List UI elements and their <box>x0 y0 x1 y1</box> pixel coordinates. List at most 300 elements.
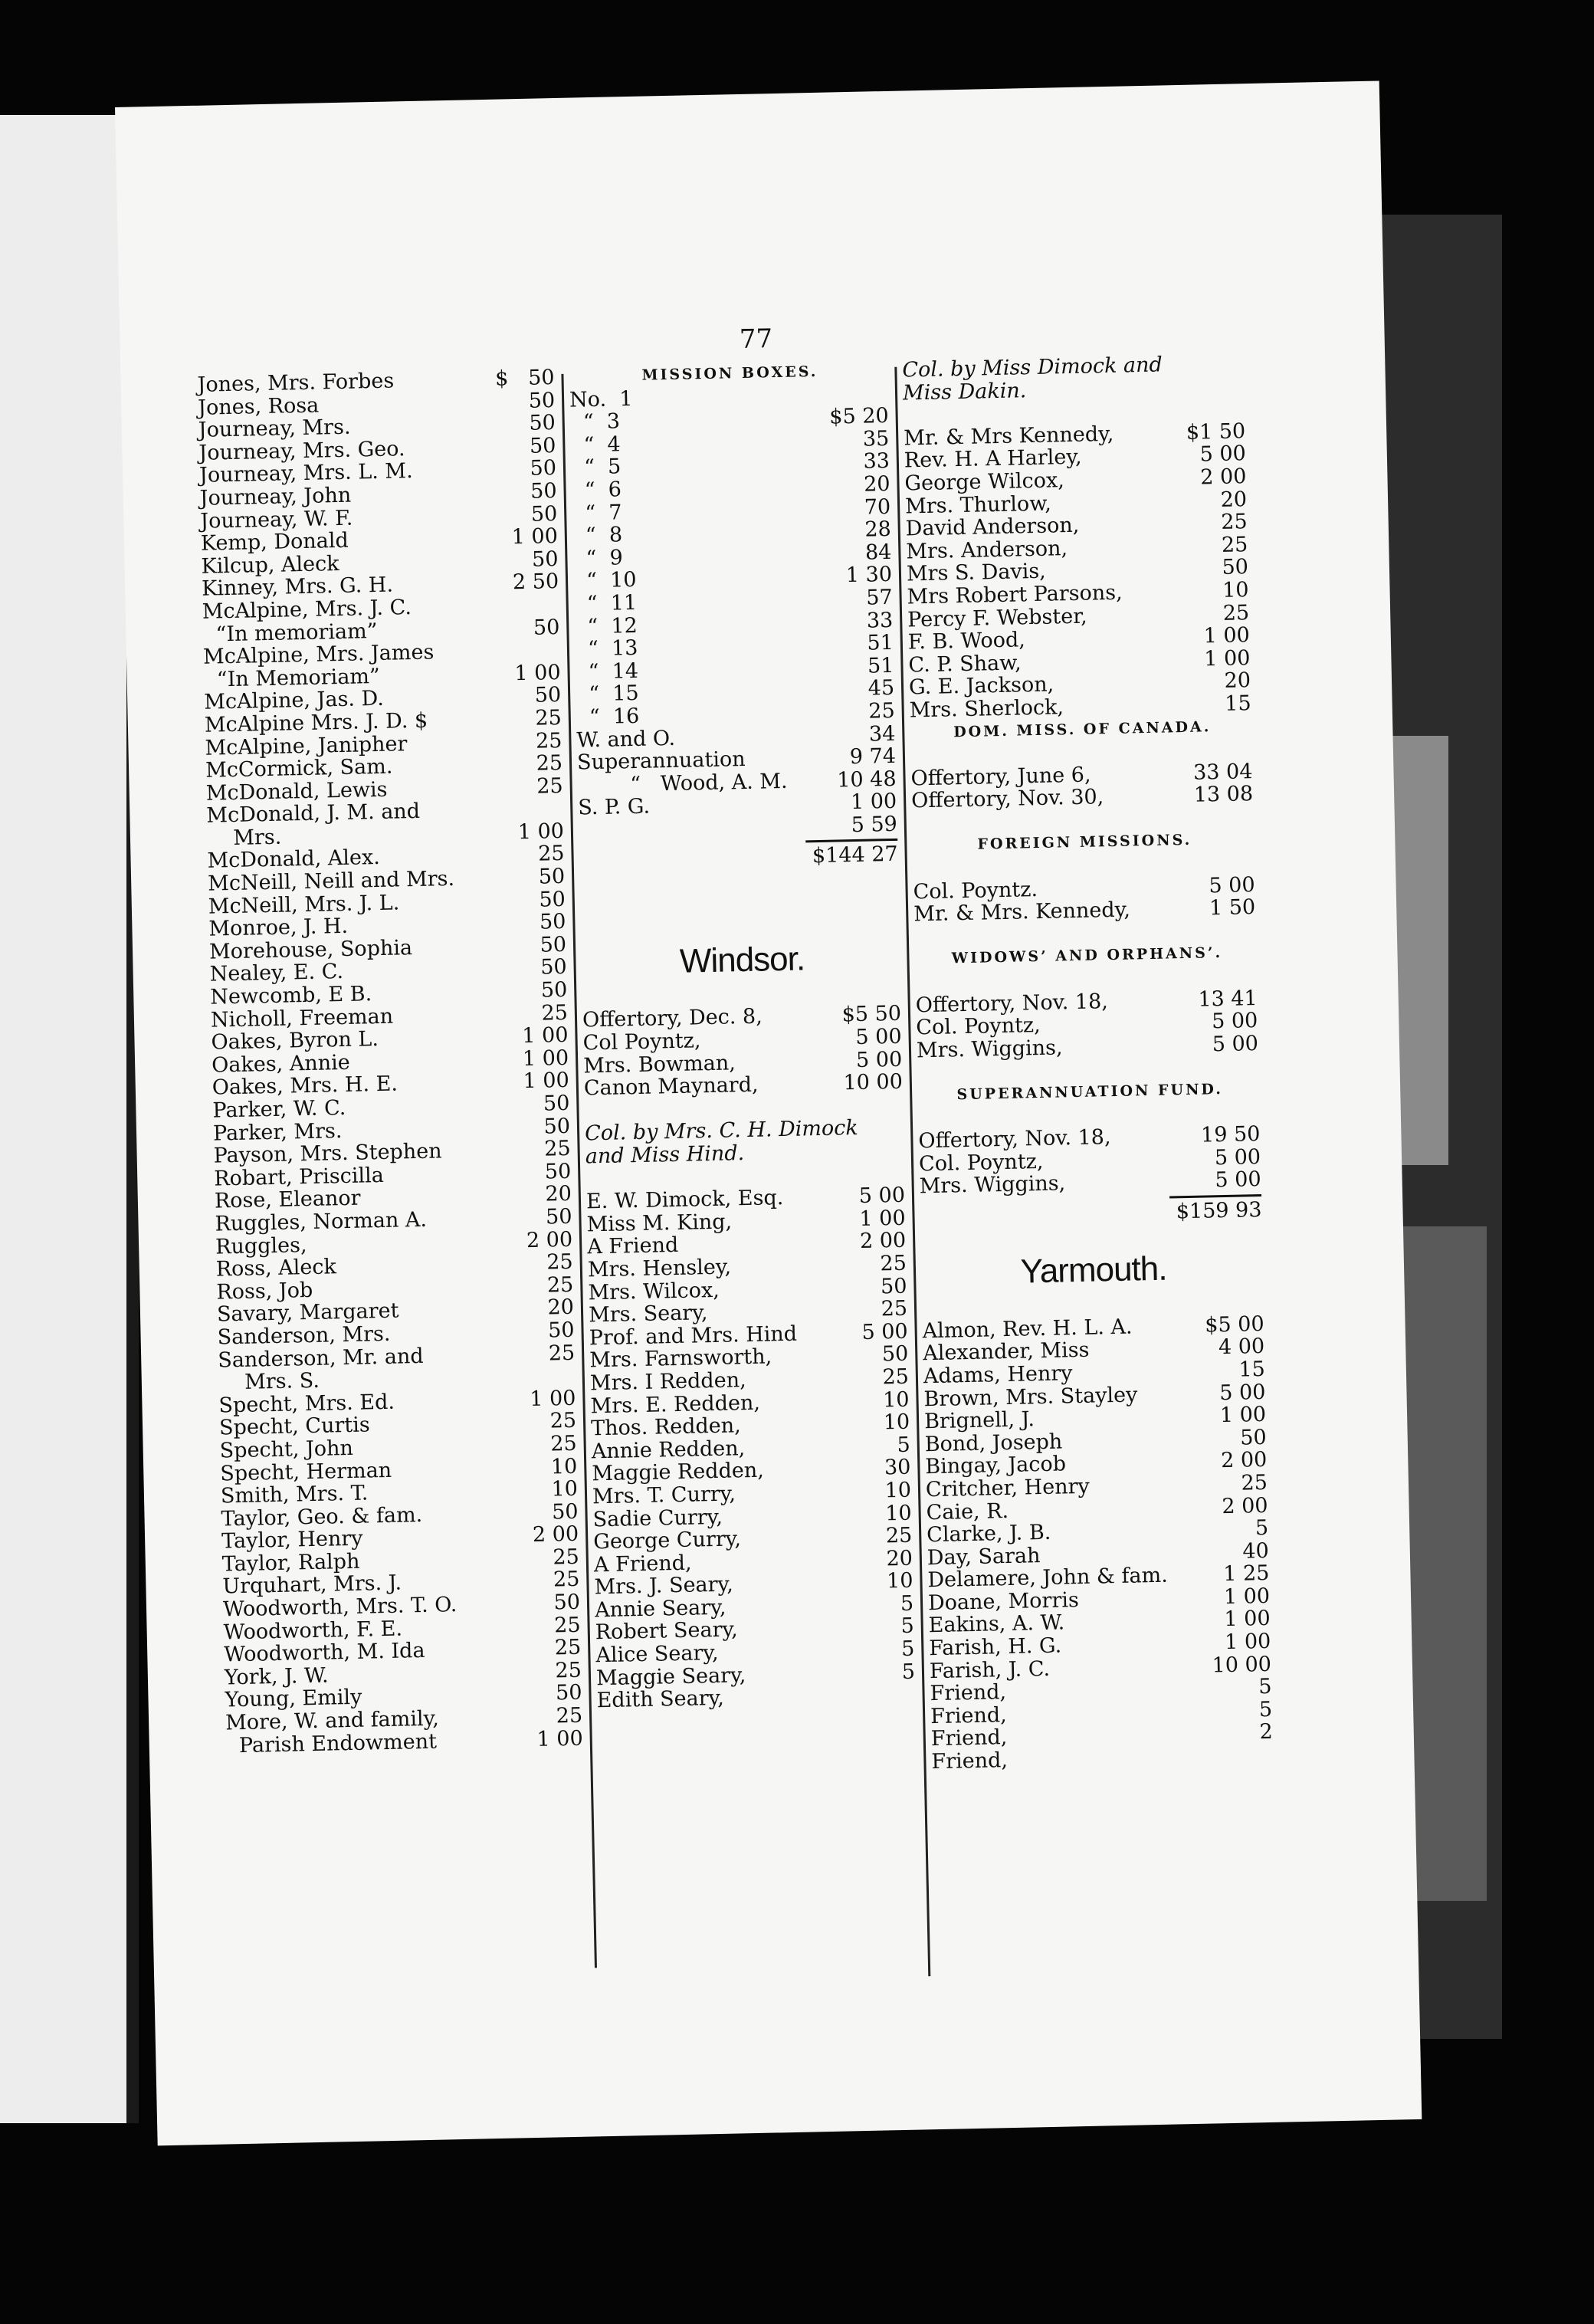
donor-name: Mr. & Mrs Kennedy, <box>903 422 1114 451</box>
amount: 50 <box>547 1318 575 1343</box>
section-heading: Miss Dakin. <box>902 378 1027 405</box>
amount: 1 00 <box>1203 623 1251 648</box>
amount: 25 <box>548 1341 576 1366</box>
donor-name: Mrs. T. Curry, <box>592 1482 736 1509</box>
donor-name: Nealey, E. C. <box>209 960 344 987</box>
amount: 45 <box>868 676 895 701</box>
donor-name: Offertory, Nov. 18, <box>918 1125 1111 1154</box>
amount: 50 <box>543 1114 571 1139</box>
amount: 50 <box>544 1159 572 1184</box>
left-facing-page <box>0 115 138 2123</box>
donor-name: Offertory, Dec. 8, <box>582 1005 763 1032</box>
amount: 15 <box>1224 691 1251 716</box>
donor-name: Offertory, Nov. 30, <box>910 785 1104 813</box>
amount: 33 <box>866 608 894 633</box>
donor-name: “In Memoriam” <box>203 664 381 692</box>
donor-name: Parker, W. C. <box>212 1095 346 1123</box>
donor-name: “ 9 <box>572 546 624 571</box>
amount: 25 <box>1220 510 1248 535</box>
donor-name: E. W. Dimock, Esq. <box>585 1186 784 1214</box>
amount: 25 <box>555 1658 582 1683</box>
donor-name: Journeay, Mrs. <box>198 415 351 442</box>
section-heading: WIDOWS’ AND ORPHANS’. <box>951 944 1223 967</box>
amount: 50 <box>551 1499 579 1525</box>
donor-name: Miss M. King, <box>586 1210 733 1237</box>
donor-name: Mrs S. Davis, <box>906 560 1047 586</box>
donor-name: “ 15 <box>575 681 639 707</box>
amount: 50 <box>1222 555 1249 580</box>
donor-name: Woodworth, M. Ida <box>223 1639 425 1667</box>
donor-name: “ 6 <box>571 478 622 503</box>
amount: 1 00 <box>1223 1584 1271 1609</box>
amount: 1 00 <box>1224 1629 1271 1655</box>
amount: 1 00 <box>1219 1403 1267 1428</box>
amount: 5 00 <box>1214 1144 1261 1170</box>
amount: 50 <box>540 932 567 957</box>
amount: 5 00 <box>1209 872 1255 898</box>
donor-name: F. B. Wood, <box>907 628 1026 655</box>
donor-name: Delamere, John & fam. <box>927 1563 1169 1593</box>
amount: 25 <box>546 1249 574 1275</box>
amount: 1 25 <box>1222 1561 1270 1587</box>
donor-name: Annie Seary, <box>594 1595 726 1623</box>
donor-name: Taylor, Henry <box>221 1526 363 1554</box>
donor-name: Oakes, Annie <box>211 1050 350 1078</box>
amount: 25 <box>880 1251 907 1276</box>
amount: 5 00 <box>1212 1031 1259 1057</box>
amount: 10 <box>884 1501 912 1525</box>
donor-name: Rose, Eleanor <box>214 1186 361 1213</box>
amount: 1 50 <box>1209 895 1256 921</box>
amount: $144 27 <box>812 842 898 868</box>
amount: 5 00 <box>1211 1009 1258 1034</box>
donor-name: “ 16 <box>576 704 640 730</box>
donor-name: McAlpine, Janipher <box>205 731 408 760</box>
amount: 1 00 <box>859 1206 906 1231</box>
donor-name: Jones, Rosa <box>197 393 320 420</box>
donor-name: Mrs. Sherlock, <box>909 695 1064 723</box>
donor-name: Ross, Aleck <box>215 1255 337 1282</box>
donor-name: C. P. Shaw, <box>908 651 1022 678</box>
amount: 5 <box>1258 1675 1272 1699</box>
donor-name: “ 8 <box>572 523 623 548</box>
donor-name: G. E. Jackson, <box>908 672 1054 700</box>
section-heading: and Miss Hind. <box>585 1141 745 1169</box>
amount: 25 <box>536 773 563 799</box>
amount: 50 <box>543 1091 570 1116</box>
amount: 50 <box>545 1204 572 1229</box>
donor-name: “In memoriam” <box>202 619 378 647</box>
donor-name: Ruggles, Norman A. <box>215 1207 428 1236</box>
amount: 50 <box>880 1274 907 1298</box>
amount: 50 <box>530 479 557 504</box>
ledger-row <box>596 1683 919 1712</box>
donor-name: Mrs. Farnsworth, <box>589 1344 772 1373</box>
donor-name: Taylor, Geo. & fam. <box>221 1502 423 1531</box>
donor-name: McDonald, J. M. and <box>206 799 421 828</box>
amount: 4 00 <box>1218 1334 1265 1360</box>
column-parish-list <box>197 366 586 1758</box>
amount: 1 00 <box>522 1045 569 1071</box>
donor-name: Mrs. Wiggins, <box>919 1171 1066 1199</box>
amount: 50 <box>530 456 557 481</box>
amount: 50 <box>530 501 558 527</box>
amount: 2 00 <box>1199 464 1247 490</box>
section-heading: Col. by Miss Dimock and <box>902 353 1163 382</box>
donor-name: Journeay, Mrs. L. M. <box>198 459 413 488</box>
donor-name: Journeay, John <box>199 483 352 510</box>
donor-name: No. 1 <box>569 386 633 412</box>
donor-name: Farish, H. G. <box>929 1633 1062 1661</box>
amount: 9 74 <box>849 743 897 770</box>
amount: 20 <box>545 1182 572 1206</box>
amount: 5 00 <box>855 1047 903 1072</box>
amount: 5 <box>901 1659 916 1684</box>
amount: 5 <box>897 1433 911 1457</box>
amount: 25 <box>868 698 896 724</box>
amount: 20 <box>1220 487 1248 512</box>
amount: 50 <box>529 433 556 458</box>
amount: 50 <box>529 411 556 435</box>
donor-name: McAlpine Mrs. J. D. $ <box>204 708 428 737</box>
donor-name: Kinney, Mrs. G. H. <box>201 573 394 602</box>
donor-name: Farish, J. C. <box>929 1656 1051 1683</box>
amount: 25 <box>535 728 562 753</box>
amount: 5 00 <box>1215 1167 1261 1193</box>
donor-name: Bingay, Jacob <box>925 1452 1067 1479</box>
amount: 25 <box>885 1523 913 1548</box>
donor-name: Morehouse, Sophia <box>208 935 413 964</box>
donor-name: “ 5 <box>570 455 622 481</box>
donor-name: Friend, <box>930 1702 1008 1729</box>
amount: 25 <box>553 1613 581 1638</box>
amount: 5 59 <box>851 812 898 837</box>
donor-name: Ruggles, <box>215 1233 307 1259</box>
donor-name: A Friend <box>586 1233 679 1259</box>
amount: 50 <box>881 1342 909 1367</box>
donor-name: Woodworth, Mrs. T. O. <box>222 1593 458 1622</box>
donor-name: Maggie Redden, <box>592 1458 765 1486</box>
amount: 1 00 <box>517 819 565 845</box>
donor-name: Adams, Henry <box>923 1361 1073 1389</box>
donor-name: Critcher, Henry <box>925 1474 1091 1502</box>
section-heading: FOREIGN MISSIONS. <box>977 832 1192 854</box>
amount: 50 <box>540 955 567 980</box>
donor-name: McNeill, Mrs. J. L. <box>208 891 400 919</box>
amount: 2 00 <box>1222 1493 1268 1518</box>
donor-name: Col. Poyntz, <box>918 1149 1044 1177</box>
donor-name: Journeay, W. F. <box>200 506 353 533</box>
amount: 1 00 <box>523 1068 570 1094</box>
donor-name: Bond, Joseph <box>924 1430 1063 1456</box>
donor-name: Mrs. <box>206 825 282 851</box>
donor-name: Journeay, Mrs. Geo. <box>198 436 405 465</box>
donor-name: Mrs. Seary, <box>588 1301 708 1328</box>
amount: $5 20 <box>829 404 889 429</box>
amount: 25 <box>553 1567 580 1592</box>
donor-name: “ 3 <box>569 409 621 435</box>
donor-name: “ 13 <box>574 635 638 661</box>
amount: 25 <box>1241 1470 1268 1495</box>
amount: 50 <box>553 1590 581 1615</box>
amount: 50 <box>528 388 556 413</box>
amount: 25 <box>553 1544 580 1570</box>
donor-name: Mrs. S. <box>218 1368 320 1395</box>
donor-name: Mr. & Mrs. Kennedy, <box>913 898 1131 927</box>
donor-name: York, J. W. <box>224 1663 329 1690</box>
donor-name: Smith, Mrs. T. <box>220 1481 369 1508</box>
amount: 25 <box>556 1703 583 1728</box>
amount: 5 00 <box>1218 1380 1266 1405</box>
donor-name: A Friend, <box>593 1551 692 1577</box>
donor-name: Newcomb, E B. <box>210 982 372 1009</box>
amount: 1 00 <box>511 524 559 550</box>
amount: 5 <box>900 1636 915 1662</box>
donor-name: “ Wood, A. M. <box>577 769 788 798</box>
donor-name: Oakes, Mrs. H. E. <box>212 1072 398 1101</box>
donor-name: Mrs. Wilcox, <box>588 1278 720 1305</box>
donor-name: Nicholl, Freeman <box>210 1004 394 1032</box>
amount: 2 00 <box>526 1227 573 1252</box>
amount: 33 <box>863 449 890 474</box>
donor-name: Almon, Rev. H. L. A. <box>922 1315 1133 1344</box>
donor-name: Savary, Margaret <box>216 1298 399 1327</box>
donor-name: Sanderson, Mrs. <box>217 1321 391 1350</box>
donor-name: Sadie Curry, <box>592 1505 723 1531</box>
donor-name: “ 12 <box>573 613 638 639</box>
amount: 50 <box>533 615 560 640</box>
amount: 1 00 <box>522 1023 569 1049</box>
donor-name: “ 4 <box>570 432 621 458</box>
amount: 84 <box>864 540 892 565</box>
donor-name: Robert Seary, <box>595 1617 739 1645</box>
donor-name: Parker, Mrs. <box>212 1118 343 1146</box>
donor-name: Brown, Mrs. Stayley <box>923 1382 1138 1411</box>
amount: 10 00 <box>843 1069 904 1095</box>
amount: 25 <box>535 705 562 730</box>
amount: 51 <box>867 631 894 655</box>
amount: 5 <box>1255 1515 1269 1541</box>
section-heading: MISSION BOXES. <box>641 363 818 384</box>
donor-name: Oakes, Byron L. <box>211 1027 379 1055</box>
donor-name: Canon Maynard, <box>583 1072 759 1101</box>
amount: 50 <box>534 683 562 708</box>
donor-name: Alice Seary, <box>595 1641 719 1668</box>
amount: 5 <box>900 1591 914 1616</box>
amount: 20 <box>547 1295 575 1320</box>
donor-name: Specht, Herman <box>220 1458 392 1486</box>
page-number: 77 <box>739 323 773 355</box>
amount: 30 <box>884 1455 911 1480</box>
donor-name: David Anderson, <box>905 513 1080 541</box>
amount: 5 <box>1258 1697 1273 1722</box>
amount: $ 50 <box>494 366 555 391</box>
document-page <box>115 80 1422 2145</box>
amount: $5 50 <box>841 1002 902 1027</box>
section-heading: SUPERANNUATION FUND. <box>956 1081 1224 1104</box>
donor-name: McNeill, Neill and Mrs. <box>207 867 455 896</box>
donor-name: Mrs. Thurlow, <box>904 491 1052 519</box>
amount: 5 00 <box>858 1183 906 1209</box>
amount: 5 00 <box>1199 441 1247 467</box>
donor-name: Mrs. Bowman, <box>583 1050 736 1078</box>
amount: 40 <box>1242 1538 1270 1564</box>
donor-name: Brignell, J. <box>923 1407 1035 1434</box>
donor-name: Kilcup, Aleck <box>201 551 339 579</box>
donor-name: Superannuation <box>576 747 746 775</box>
amount: 57 <box>865 585 893 610</box>
donor-name: Edith Seary, <box>596 1686 725 1713</box>
donor-name: More, W. and family, <box>225 1706 440 1735</box>
amount: 25 <box>549 1409 577 1433</box>
amount: 1 00 <box>850 789 897 815</box>
amount: 50 <box>540 977 568 1003</box>
amount: 25 <box>541 1000 569 1026</box>
amount: 25 <box>546 1272 574 1298</box>
donor-name: Eakins, A. W. <box>928 1610 1065 1638</box>
amount: 25 <box>1222 600 1250 625</box>
amount: 25 <box>882 1364 910 1390</box>
donor-name: Mrs. Anderson, <box>906 536 1068 564</box>
amount: 2 50 <box>512 570 559 595</box>
section-heading: Col. by Mrs. C. H. Dimock <box>584 1116 859 1146</box>
donor-name: Specht, John <box>219 1436 354 1463</box>
donor-name: Friend, <box>930 1680 1007 1706</box>
donor-name: Prof. and Mrs. Hind <box>589 1321 798 1351</box>
amount: 10 <box>884 1478 912 1503</box>
section-heading: DOM. MISS. OF CANADA. <box>953 717 1212 740</box>
donor-name: Woodworth, F. E. <box>223 1617 403 1645</box>
amount: 20 <box>863 471 890 497</box>
donor-name: Specht, Curtis <box>218 1413 370 1440</box>
donor-name: Mrs. Wiggins, <box>916 1036 1063 1063</box>
amount: 70 <box>864 494 891 520</box>
amount: 1 00 <box>1224 1607 1271 1632</box>
column-funds-yarmouth <box>902 352 1277 1774</box>
donor-name: Sanderson, Mr. and <box>217 1344 424 1373</box>
amount: 33 04 <box>1192 759 1253 785</box>
donor-name: Clarke, J. B. <box>926 1520 1051 1548</box>
amount: 15 <box>1238 1357 1266 1382</box>
amount: 35 <box>862 426 890 451</box>
amount: 10 <box>886 1568 913 1594</box>
amount: 2 00 <box>1220 1448 1268 1473</box>
donor-name: McAlpine, Mrs. J. C. <box>202 595 412 624</box>
donor-name: Doane, Morris <box>927 1587 1080 1616</box>
amount: 10 <box>551 1476 579 1502</box>
donor-name: Monroe, J. H. <box>208 914 349 941</box>
donor-name: Friend, <box>930 1725 1008 1751</box>
donor-name: Annie Redden, <box>591 1436 746 1464</box>
amount: 5 00 <box>861 1319 908 1344</box>
donor-name: Thos. Redden, <box>590 1413 742 1441</box>
amount: 1 00 <box>529 1386 576 1411</box>
column-mission-boxes-windsor <box>569 359 919 1712</box>
donor-name: Urquhart, Mrs. J. <box>222 1571 402 1599</box>
amount: 1 00 <box>1203 645 1251 671</box>
donor-name: “ 14 <box>575 658 639 684</box>
donor-name: McAlpine, Mrs. James <box>202 640 435 669</box>
donor-name: Specht, Mrs. Ed. <box>218 1390 395 1418</box>
amount: 10 <box>882 1387 910 1412</box>
donor-name: Parish Endowment <box>225 1729 438 1758</box>
donor-name: Mrs. E. Redden, <box>590 1390 761 1418</box>
donor-name: Offertory, June 6, <box>910 763 1091 791</box>
amount: 2 00 <box>532 1522 579 1548</box>
amount: $5 00 <box>1204 1311 1264 1338</box>
donor-name: Offertory, Nov. 18, <box>915 989 1109 1017</box>
amount: 20 <box>1224 668 1251 694</box>
amount: 10 48 <box>836 766 897 793</box>
donor-name: Maggie Seary, <box>595 1663 746 1690</box>
donor-name: Day, Sarah <box>927 1543 1041 1570</box>
donor-name: Col. Poyntz, <box>916 1013 1041 1040</box>
donor-name: Mrs. I Redden, <box>589 1368 746 1396</box>
donor-name: McDonald, Alex. <box>207 845 381 874</box>
amount: 2 00 <box>859 1229 907 1254</box>
donor-name: Col Poyntz, <box>582 1029 701 1055</box>
amount: 10 00 <box>1212 1652 1272 1678</box>
amount: 2 <box>1259 1720 1274 1745</box>
donor-name: W. and O. <box>576 726 676 753</box>
amount: 25 <box>549 1431 577 1456</box>
amount: $1 50 <box>1186 419 1246 445</box>
amount: 10 <box>883 1410 910 1435</box>
donor-name: George Curry, <box>593 1527 742 1554</box>
donor-name: McCormick, Sam. <box>205 754 393 783</box>
amount: 1 30 <box>845 563 893 588</box>
donor-name: Mrs. Hensley, <box>587 1255 732 1282</box>
donor-name: Rev. H. A Harley, <box>904 445 1082 473</box>
donor-name: Mrs Robert Parsons, <box>907 580 1123 609</box>
donor-name: McAlpine, Jas. D. <box>203 687 385 715</box>
donor-name: Payson, Mrs. Stephen <box>213 1139 442 1168</box>
amount: 50 <box>555 1681 582 1705</box>
amount: 10 <box>550 1454 578 1479</box>
amount: 13 08 <box>1193 782 1254 807</box>
amount: 25 <box>1221 532 1248 557</box>
amount: 34 <box>868 721 896 747</box>
amount: 51 <box>867 653 894 678</box>
donor-name: Taylor, Ralph <box>221 1549 360 1577</box>
donor-name: Alexander, Miss <box>922 1338 1090 1366</box>
donor-name: Kemp, Donald <box>200 528 349 556</box>
donor-name: Col. Poyntz. <box>913 877 1038 904</box>
donor-name: Jones, Mrs. Forbes <box>197 369 395 397</box>
donor-name: Ross, Job <box>216 1278 313 1305</box>
donor-name: “ 7 <box>571 500 622 526</box>
amount: 50 <box>539 910 566 934</box>
donor-name: George Wilcox, <box>904 468 1065 496</box>
donor-name: Friend, <box>931 1748 1009 1774</box>
amount: 25 <box>537 842 565 867</box>
amount: 50 <box>538 864 566 889</box>
amount: 10 <box>1222 578 1249 602</box>
amount: 25 <box>536 751 563 776</box>
amount: $159 93 <box>1176 1197 1262 1224</box>
amount: 13 41 <box>1198 986 1258 1012</box>
amount: 28 <box>864 517 892 542</box>
amount: 5 00 <box>855 1024 902 1050</box>
amount: 19 50 <box>1200 1122 1261 1147</box>
amount: 50 <box>531 547 559 572</box>
amount: 25 <box>543 1137 571 1161</box>
donor-name: “ 10 <box>572 568 637 593</box>
amount: 5 <box>900 1614 915 1639</box>
amount: 1 00 <box>514 660 561 685</box>
donor-name: McDonald, Lewis <box>205 777 388 806</box>
section-title: Windsor. <box>679 940 805 980</box>
